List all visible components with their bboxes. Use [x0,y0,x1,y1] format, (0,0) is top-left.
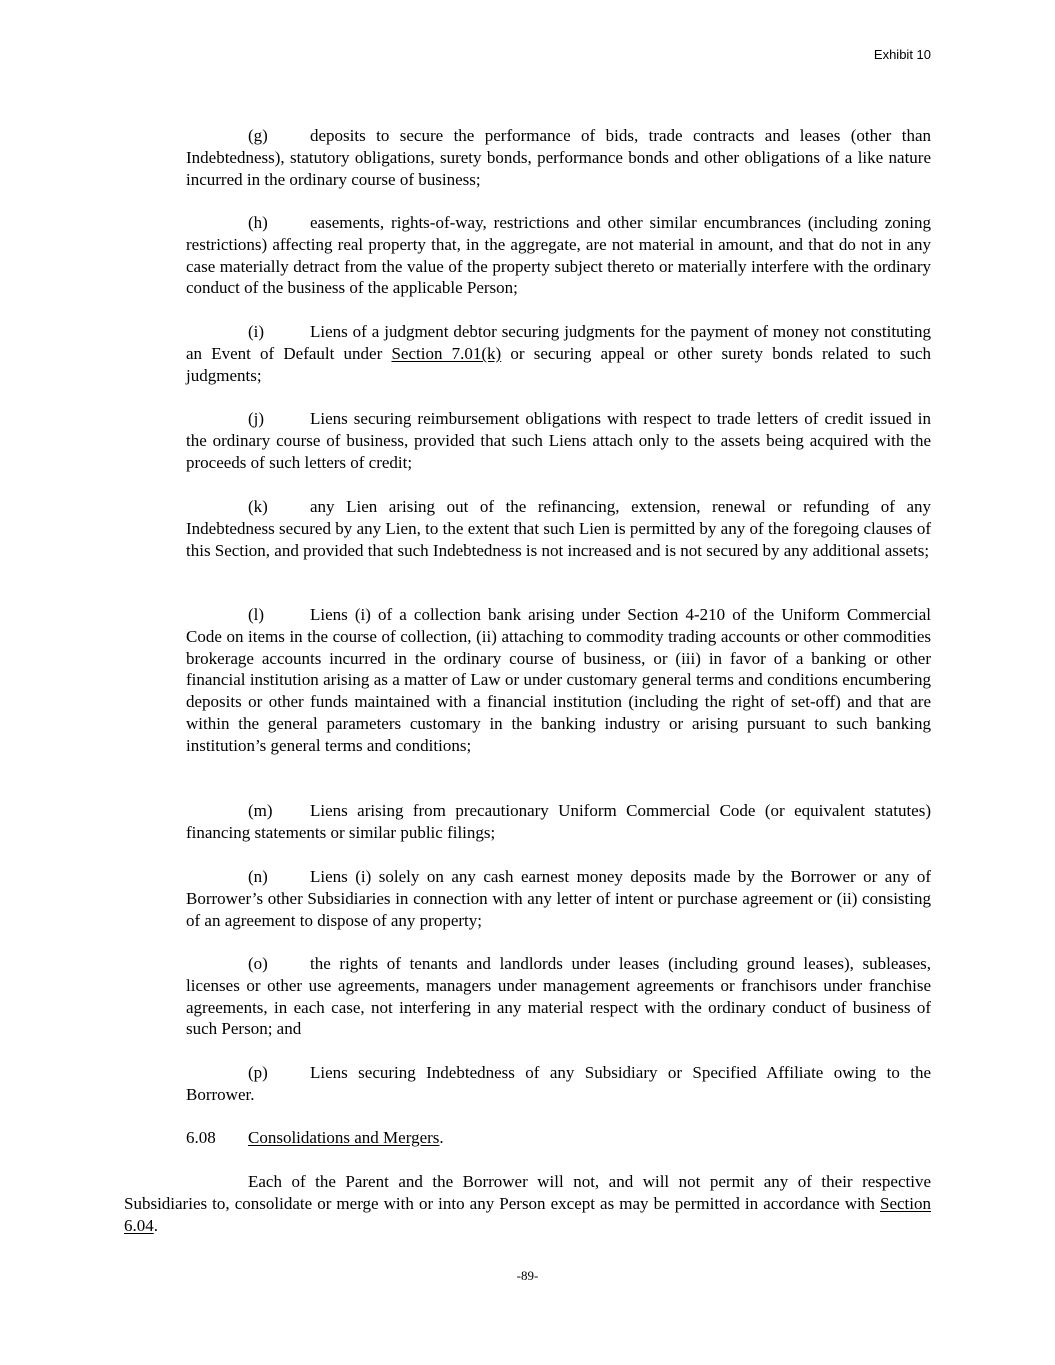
clause-text: deposits to secure the performance of bids, trade contracts and leases (other than Indebtedness), statutory obligations, surety bonds, performance bonds and other obligations of a like nature incurred in the ordinary course of business; [186,126,931,189]
page-number: -89- [516,1268,539,1283]
section-body [124,1171,931,1236]
clause-text: Liens arising from precautionary Uniform Commercial Code (or equivalent statutes) financing statements or similar public filings; [186,801,931,842]
clause-text: Liens (i) of a collection bank arising under Section 4-210 of the Uniform Commercial Code on items in the course of collection, (ii) attaching to commodity trading accounts or other commodities brokerage accounts incurred in the ordinary course of business, or (iii) in favor of a banking or other financial institution arising as a matter of Law or under customary general terms and conditions encumbering deposits or other funds maintained with a financial institution (including the right of set-off) and that are within the general parameters customary in the banking industry or arising pursuant to such banking institution’s general terms and conditions; [186,605,931,755]
clause-l [186,604,931,757]
clause-p [186,1062,931,1106]
clause-letter: (m) [248,801,273,820]
clause-j [186,408,931,473]
clause-text: Liens (i) solely on any cash earnest money deposits made by the Borrower or any of Borrower’s other Subsidiaries in connection with any letter of intent or purchase agreement or (ii) consisting of an agreement to dispose of any property; [186,867,931,930]
clause-letter: (o) [248,954,268,973]
section-reference-link: Section 7.01(k) [391,343,502,363]
section-number: 6.08 [186,1128,216,1147]
clause-g [186,125,931,190]
clause-text: Liens of a judgment debtor securing judgments for the payment of money not constituting an Event of Default under [186,322,931,363]
section-heading [186,1127,444,1149]
section-body-text-end: . [153,1215,158,1235]
clause-n [186,866,931,931]
clause-text: any Lien arising out of the refinancing, extension, renewal or refunding of any Indebtedness secured by any Lien, to the extent that such Lien is permitted by any of the foregoing clauses of this Section, and provided that such Indebtedness is not increased and is not secured by any additional assets; [186,497,931,560]
clause-letter: (g) [248,126,268,145]
clause-m [186,800,931,844]
clause-letter: (i) [248,322,265,341]
clause-o [186,953,931,1040]
clause-text: the rights of tenants and landlords under leases (including ground leases), subleases, licenses or other use agreements, managers under management agreements or franchisors under franchise agreements, in each case, not interfering in any material respect with the ordinary conduct of business of such Person; and [186,954,931,1039]
exhibit-label: Exhibit 10 [873,47,931,62]
clause-letter: (h) [248,213,268,232]
clause-text: easements, rights-of-way, restrictions and other similar encumbrances (including zoning restrictions) affecting real property that, in the aggregate, are not material in amount, and that do not in any case materially detract from the value of the property subject thereto or materially interfere with the ordinary conduct of the business of the applicable Person; [186,213,931,298]
section-title: Consolidations and Mergers [248,1128,440,1147]
clause-k [186,496,931,561]
section-reference-link: Section 6.04 [124,1193,931,1235]
section-body-text: Each of the Parent and the Borrower will not, and will not permit any of their respective Subsidiaries to, consolidate or merge with or into any Person except as may be permitted in accordance with [124,1172,931,1213]
clause-letter: (n) [248,867,268,886]
clause-letter: (k) [248,497,268,516]
clause-i [186,321,931,386]
clause-text: or securing appeal or other surety bonds related to such judgments; [186,343,931,385]
clause-text: Liens securing Indebtedness of any Subsidiary or Specified Affiliate owing to the Borrower. [186,1063,931,1104]
section-title-suffix: . [439,1128,444,1147]
clause-h [186,212,931,299]
clause-letter: (j) [248,409,265,428]
clause-letter: (l) [248,605,265,624]
clause-text: Liens securing reimbursement obligations with respect to trade letters of credit issued in the ordinary course of business, provided that such Liens attach only to the assets being acquired with the proceeds of such letters of credit; [186,409,931,472]
clause-letter: (p) [248,1063,268,1082]
